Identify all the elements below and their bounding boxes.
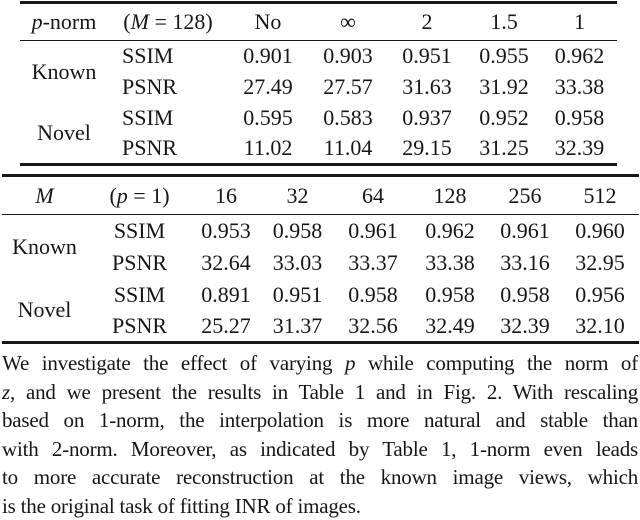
table1-header-pnorm [20,3,108,41]
pnorm-suffix: -norm [42,9,97,34]
value-cell: 31.25 [479,135,529,161]
value-cell: 0.960 [575,217,625,243]
m-comparison-table [2,174,639,344]
table2-header-condition [87,176,192,215]
value-cell: 0.962 [425,217,475,243]
value-cell: 11.02 [243,135,293,161]
value-cell: 32.95 [575,249,625,275]
table-row [20,134,617,165]
group-label-novel: Novel [17,296,72,322]
caption-line [2,349,638,378]
condition-value: = 128) [148,9,213,34]
metric-label: SSIM [122,43,174,69]
value-cell: 31.37 [272,312,323,338]
table-row [2,215,639,247]
value-cell: 0.961 [500,217,550,243]
caption-paragraph [2,349,638,520]
caption-line: with 2-norm. Moreover, as indicated by Table 1, 1-norm even leads [2,436,638,461]
value-cell: 32.49 [425,312,475,338]
value-cell: 0.583 [323,105,373,130]
table-row [2,311,639,343]
value-cell: 11.04 [323,135,373,161]
caption-line: is the original task of fitting INR of images. [2,493,361,518]
table2-header-col-64: 64 [335,176,411,215]
value-cell: 0.958 [554,105,605,130]
metric-label: SSIM [122,105,174,130]
table-row [2,279,639,311]
value-cell: 32.10 [575,312,625,338]
value-cell: 0.961 [348,217,398,243]
value-cell: 33.38 [554,74,605,99]
value-cell: 0.958 [348,281,398,307]
table-row [20,103,617,134]
value-cell: 33.16 [500,249,550,275]
pnorm-variable: p [31,9,43,34]
condition-open-paren: ( [123,9,131,34]
group-label-known: Known [12,233,77,259]
value-cell: 0.595 [243,105,293,130]
value-cell: 0.951 [402,43,452,69]
value-cell: 25.27 [201,312,251,338]
value-cell: 0.956 [575,281,625,307]
value-cell: 31.92 [479,74,529,99]
table2-header-col-128: 128 [411,176,489,215]
table1-header-col-inf: ∞ [308,3,388,41]
metric-label: SSIM [113,281,166,307]
value-cell: 27.49 [243,74,293,99]
metric-label: PSNR [122,74,178,99]
value-cell: 0.951 [272,281,323,307]
value-cell: 0.958 [500,281,550,307]
value-cell: 32.56 [348,312,398,338]
m-variable: M [35,182,54,208]
condition-value: = 1) [127,182,170,208]
caption-line [2,378,638,407]
table1-header-col-no: No [228,3,308,41]
caption-line: to more accurate reconstruction at the known image views, which [2,465,638,489]
value-cell: 33.03 [272,249,323,275]
table-row [20,41,617,72]
value-cell: 32.39 [500,312,550,338]
value-cell: 0.891 [201,281,251,307]
table1-header-col-1: 1 [542,3,617,41]
z-variable: z [2,379,10,404]
table-row [2,247,639,279]
value-cell: 0.903 [323,43,373,69]
value-cell: 33.37 [348,249,398,275]
value-cell: 0.955 [479,43,529,69]
table2-header-col-16: 16 [192,176,260,215]
pnorm-comparison-table [20,1,617,166]
condition-open-paren: ( [109,182,117,208]
group-label-known: Known [31,58,97,84]
value-cell: 0.937 [402,105,452,130]
value-cell: 0.952 [479,105,529,130]
table2-header-col-256: 256 [489,176,561,215]
caption-text: while computing the norm of [355,351,638,375]
value-cell: 33.38 [425,249,475,275]
value-cell: 31.63 [402,74,452,99]
group-label-novel: Novel [37,119,91,145]
value-cell: 32.39 [554,135,605,161]
metric-label: PSNR [122,135,178,161]
caption-line: based on 1-norm, the interpolation is more natural and stable than [2,408,638,432]
value-cell: 0.962 [554,43,605,69]
table1-header-col-1_5: 1.5 [466,3,542,41]
table2-header-row [2,176,639,215]
table2-header-col-32: 32 [260,176,335,215]
value-cell: 29.15 [402,135,452,161]
table1-header-row [20,3,617,41]
value-cell: 0.958 [425,281,475,307]
p-variable: p [344,351,356,375]
value-cell: 32.64 [201,249,251,275]
value-cell: 27.57 [323,74,373,99]
value-cell: 0.953 [201,217,251,243]
table2-header-col-512: 512 [561,176,639,215]
table1-header-condition [108,3,228,41]
table1-header-col-2: 2 [388,3,466,41]
metric-label: SSIM [113,217,166,243]
caption-text: We investigate the effect of varying [2,351,345,375]
value-cell: 0.901 [243,43,293,69]
p-variable: p [116,182,128,208]
m-variable: M [130,9,149,34]
metric-label: PSNR [111,312,168,338]
table-row [20,72,617,103]
value-cell: 0.958 [272,217,323,243]
metric-label: PSNR [111,249,168,275]
caption-text: , and we present the results in Table 1 and in Fig. 2. With rescaling [9,379,638,404]
table2-header-m [2,176,87,215]
